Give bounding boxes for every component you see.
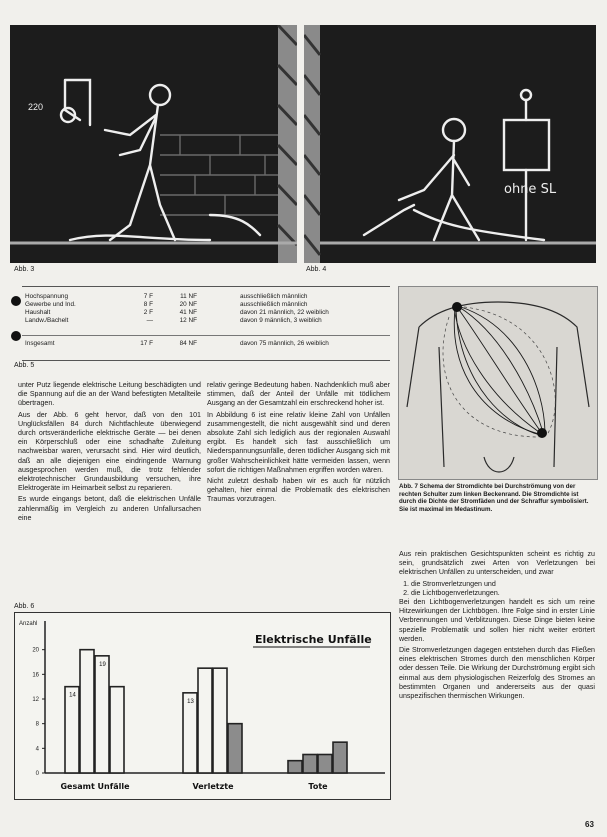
abb6-label: Abb. 6 bbox=[14, 603, 35, 610]
col2-paragraph: relativ geringe Bedeutung haben. Nachdenklich muß aber stimmen, daß der Anteil der Unfälle mit tödlichem Ausgang an der Gesamtzahl ein erschreckend hoher ist. bbox=[207, 381, 390, 408]
group-label: Tote bbox=[308, 782, 328, 791]
accident-bar-chart bbox=[15, 613, 390, 799]
table-cell-label: Hochspannung bbox=[25, 293, 68, 300]
bar bbox=[183, 693, 197, 773]
col3-intro: Aus rein praktischen Gesichtspunkten scheint es richtig zu sein, grundsätzlich zwei Arten von Verletzungen bei elektrischen Unfällen zu unterscheiden, und zwar bbox=[399, 550, 595, 577]
col3-list bbox=[399, 580, 595, 598]
text-column-3 bbox=[399, 550, 595, 703]
figure-abb4 bbox=[304, 25, 596, 263]
abb5-label: Abb. 5 bbox=[14, 362, 35, 369]
accident-table bbox=[22, 286, 390, 361]
bar bbox=[288, 761, 302, 773]
total-b: 84 NF bbox=[179, 340, 197, 347]
text-column-2 bbox=[207, 381, 390, 507]
bar bbox=[65, 687, 79, 773]
table-cell-b: 41 NF bbox=[179, 309, 197, 316]
abb4-sign: ohne SL bbox=[504, 182, 557, 197]
bar-value-label: 14 bbox=[69, 692, 76, 699]
bar bbox=[198, 668, 212, 773]
total-label: Insgesamt bbox=[25, 340, 55, 347]
chart-title: Elektrische Unfälle bbox=[255, 633, 372, 646]
abb4-label: Abb. 4 bbox=[306, 266, 327, 273]
y-axis-label: Anzahl bbox=[19, 621, 38, 627]
col2-paragraph: Nicht zuletzt deshalb haben wir es auch für nützlich gehalten, hier einmal die Problematik des elektrischen Traumas vorzutragen. bbox=[207, 477, 390, 504]
table-cell-a: 2 F bbox=[143, 309, 153, 316]
svg-text:220: 220 bbox=[28, 102, 44, 112]
col3-paragraph: Die Stromverletzungen dagegen entstehen durch das Fließen eines elektrischen Stromes durch den menschlichen Körper oder dessen Teile. Die Wirkung der Durchströmung ergibt sich einmal aus dem physiologischen Reizerfolg des Stromes an bestimmten Organen und andererseits aus der quasi unspezifischen thermischen Wirkungen. bbox=[399, 646, 595, 701]
list-item: 1. die Stromverletzungen und bbox=[411, 580, 595, 589]
accident-total-row bbox=[22, 340, 332, 348]
table-cell-a: 8 F bbox=[143, 301, 153, 308]
table-cell-a: 7 F bbox=[143, 293, 153, 300]
bar bbox=[333, 742, 347, 773]
bar-value-label: 19 bbox=[99, 661, 106, 668]
bar bbox=[95, 656, 109, 773]
text-column-1 bbox=[18, 381, 201, 525]
bar bbox=[80, 650, 94, 773]
table-cell-note: davon 21 männlich, 22 weiblich bbox=[240, 309, 329, 316]
illustration-worker-wall bbox=[10, 25, 297, 263]
bar bbox=[213, 668, 227, 773]
table-row bbox=[22, 293, 332, 301]
total-note: davon 75 männlich, 26 weiblich bbox=[240, 340, 329, 347]
col2-paragraph: In Abbildung 6 ist eine relativ kleine Zahl von Unfällen zusammengestellt, die nicht ausgewählt sind und deren absolute Zahl sich lediglich aus der regionalen Auswahl ergibt. Es handelt sich fast ausschließlich um Niederspannungsunfälle, deren tödlicher Ausgang sich mit großer Wahrscheinlichkeit hätte vermeiden lassen, wenn sofort die richtigen Maßnahmen ergriffen worden wären. bbox=[207, 410, 390, 474]
table-row bbox=[22, 309, 332, 317]
table-cell-label: Landw./Bachelt bbox=[25, 317, 69, 324]
accident-table-body bbox=[22, 293, 332, 325]
table-row bbox=[22, 301, 332, 309]
col1-paragraph: Aus der Abb. 6 geht hervor, daß von den 101 Unglücksfällen 84 durch Nichtfachleute überwiegend durch ortsveränderliche elektrische Geräte — bei denen ein Körperschluß oder eine schadhafte Zuleitung nachweisbar waren, verursacht sind. Hier wird deutlich, daß an alle diejenigen eine eindringende Warnung ausgesprochen werden muß, die trotz fehlender elektrotechnischer Grundausbildung versuchen, ihre Elektrogeräte im Heimarbeit selbst zu reparieren. bbox=[18, 410, 201, 493]
bar bbox=[228, 724, 242, 773]
y-tick-label: 12 bbox=[32, 697, 39, 703]
col3-paragraph: Bei den Lichtbogenverletzungen handelt es sich um reine Hitzewirkungen der Lichtbögen. Ihre Folge sind in erster Linie Verbrennungen und Verblitzungen. Diese Dinge bieten keine spezielle Problematik und sollen hier nicht weiter erörtert werden. bbox=[399, 598, 595, 643]
table-cell-a: — bbox=[146, 317, 153, 324]
figure-abb3 bbox=[10, 25, 297, 263]
table-cell-b: 20 NF bbox=[179, 301, 197, 308]
abb7-caption: Abb. 7 Schema der Stromdichte bei Durchströmung von der rechten Schulter zum linken Beckenrand. Die Stromdichte ist durch die Dichte der Stromfäden und der Schraffur symbolisiert. Sie ist maximal im Medastinum. bbox=[399, 483, 589, 513]
bar bbox=[303, 755, 317, 774]
table-cell-label: Gewerbe und Ind. bbox=[25, 301, 76, 308]
table-cell-note: davon 9 männlich, 3 weiblich bbox=[240, 317, 322, 324]
abb3-label: Abb. 3 bbox=[14, 266, 35, 273]
illustration-worker-drill bbox=[304, 25, 596, 263]
bar bbox=[110, 687, 124, 773]
total-a: 17 F bbox=[140, 340, 153, 347]
bar bbox=[318, 755, 332, 774]
bar-value-label: 13 bbox=[187, 698, 194, 705]
list-item: 2. die Lichtbogenverletzungen. bbox=[411, 589, 595, 598]
y-tick-label: 20 bbox=[32, 647, 39, 654]
table-cell-note: ausschließlich männlich bbox=[240, 301, 308, 308]
table-cell-label: Haushalt bbox=[25, 309, 51, 316]
y-tick-label: 0 bbox=[35, 771, 39, 777]
col1-paragraph: unter Putz liegende elektrische Leitung beschädigten und die Spannung auf die an der Wand befestigten Metallteile übertragen. bbox=[18, 381, 201, 408]
table-cell-b: 11 NF bbox=[180, 293, 197, 300]
bullet-dot bbox=[11, 296, 21, 306]
y-tick-label: 4 bbox=[35, 746, 39, 753]
chart-frame bbox=[14, 612, 391, 800]
figure-abb7 bbox=[398, 286, 598, 480]
table-cell-b: 12 NF bbox=[179, 317, 197, 324]
page-number: 63 bbox=[585, 820, 594, 829]
group-label: Verletzte bbox=[192, 782, 234, 791]
illustration-torso-current bbox=[399, 287, 597, 479]
bullet-dot bbox=[11, 331, 21, 341]
table-row bbox=[22, 317, 332, 325]
group-label: Gesamt Unfälle bbox=[60, 782, 130, 791]
table-cell-note: ausschließlich männlich bbox=[240, 293, 308, 300]
y-tick-label: 16 bbox=[32, 672, 39, 679]
y-tick-label: 8 bbox=[35, 721, 39, 728]
col1-paragraph: Es wurde eingangs betont, daß die elektrischen Unfälle zahlenmäßig im Vergleich zu anderen Unfallursachen eine bbox=[18, 495, 201, 522]
